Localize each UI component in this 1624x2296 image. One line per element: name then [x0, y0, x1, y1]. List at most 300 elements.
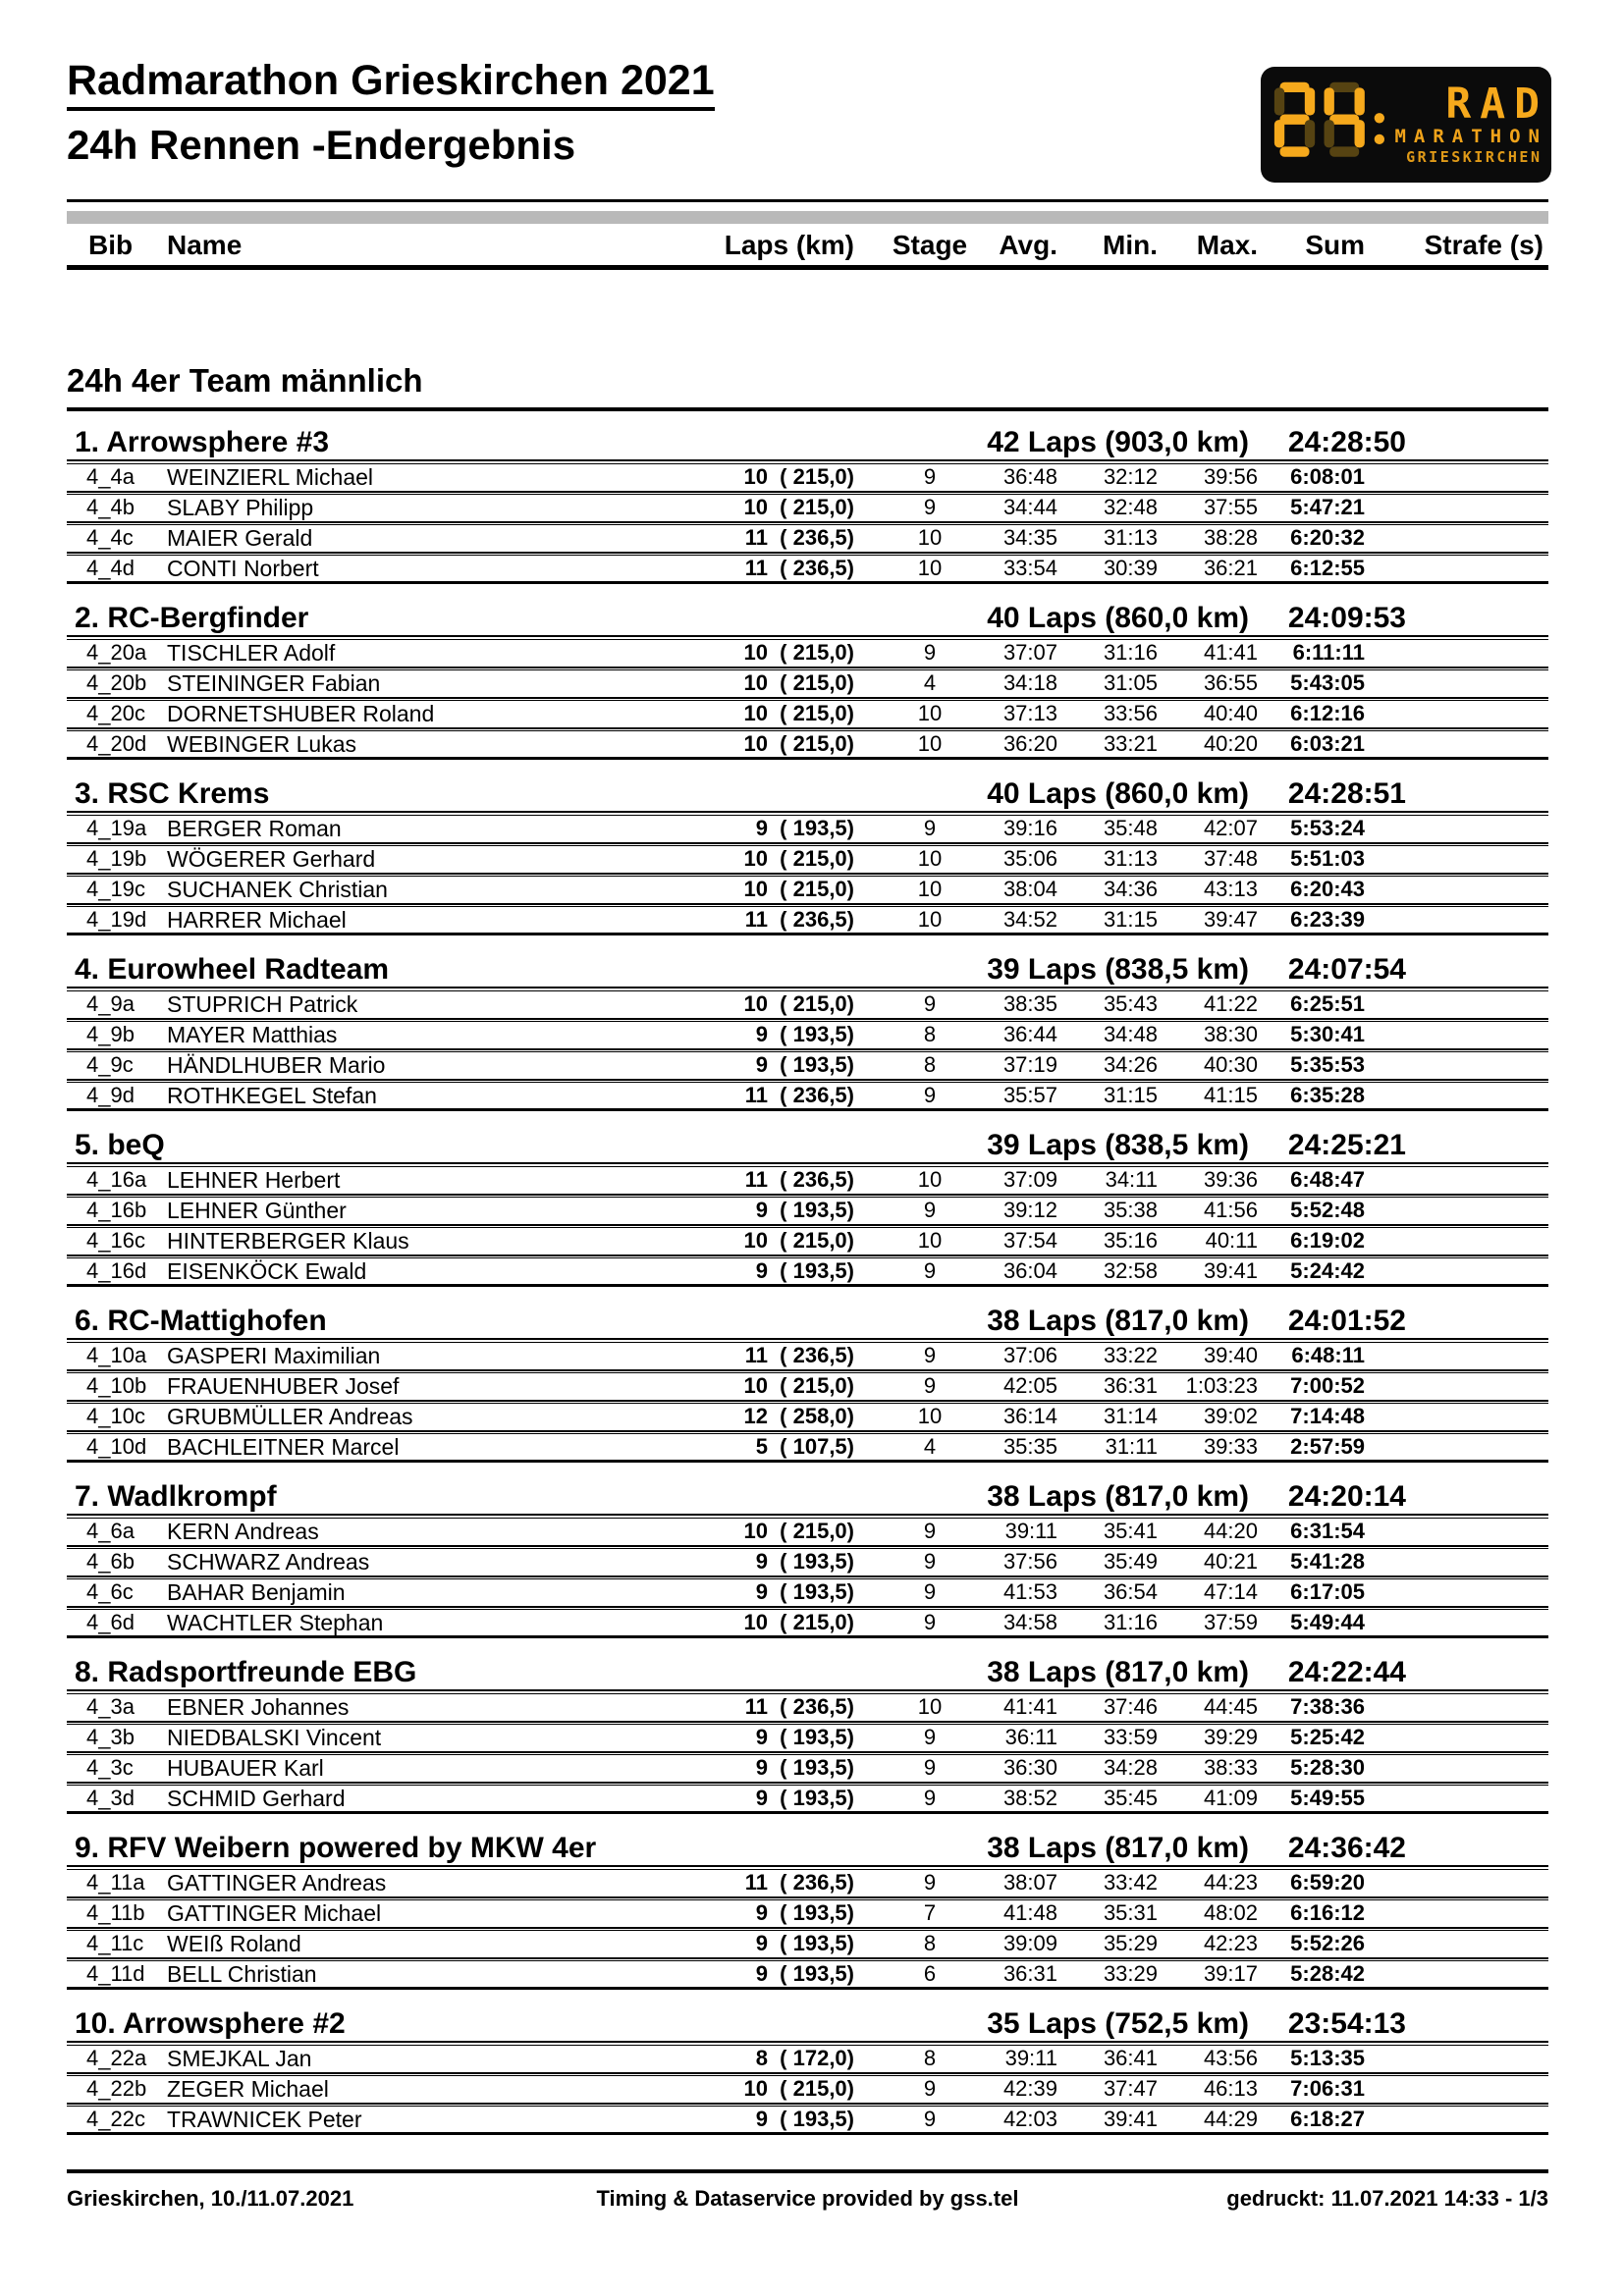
rider-min: 31:13: [1103, 846, 1158, 871]
team-total-laps: 35 Laps (752,5 km): [987, 2007, 1249, 2040]
team-block: [67, 779, 1548, 935]
page-subtitle: 24h Rennen -Endergebnis: [67, 122, 576, 168]
rider-bib: 4_10c: [86, 1404, 145, 1428]
rider-min: 31:11: [1105, 1434, 1158, 1459]
rider-strafe: [1365, 640, 1548, 667]
rider-sum: 5:13:35: [1290, 2046, 1365, 2070]
team-total-laps: 39 Laps (838,5 km): [987, 953, 1249, 986]
rider-max: 44:29: [1203, 2107, 1258, 2131]
rider-laps-km: 9 ( 193,5): [755, 1755, 854, 1780]
rider-sum: 6:19:02: [1290, 1228, 1365, 1253]
rider-strafe: [1365, 1228, 1548, 1255]
rider-stage: 10: [917, 556, 943, 580]
rider-name: EBNER Johannes: [167, 1694, 350, 1720]
rider-min: 35:38: [1103, 1198, 1158, 1222]
team-header-row: [67, 1307, 1548, 1340]
rider-min: 31:15: [1103, 907, 1158, 932]
rider-bib: 4_22a: [86, 2046, 147, 2070]
rider-avg: 34:44: [1002, 495, 1057, 519]
rider-name: GASPERI Maximilian: [167, 1343, 381, 1368]
rider-avg: 35:06: [1002, 846, 1057, 871]
rider-row: [67, 1021, 1548, 1050]
rider-max: 40:40: [1203, 701, 1258, 725]
rider-stage: 10: [917, 525, 943, 550]
team-block: [67, 1834, 1548, 1990]
rider-min: 35:45: [1103, 1786, 1158, 1810]
rider-max: 37:59: [1203, 1610, 1258, 1634]
rider-row: [67, 1869, 1548, 1898]
rider-rows: [67, 1518, 1548, 1638]
rider-name: WEIß Roland: [167, 1931, 301, 1956]
rider-strafe: [1365, 1694, 1548, 1721]
rider-max: 39:36: [1203, 1167, 1258, 1192]
rider-min: 36:54: [1103, 1579, 1158, 1604]
rider-name: FRAUENHUBER Josef: [167, 1373, 400, 1399]
team-header-row: [67, 955, 1548, 988]
rider-strafe: [1365, 1434, 1548, 1460]
rider-bib: 4_4c: [86, 525, 134, 550]
rider-laps-km: 12 ( 258,0): [743, 1404, 854, 1428]
rider-strafe: [1365, 1343, 1548, 1369]
rider-row: [67, 990, 1548, 1020]
rider-avg: 39:11: [1004, 1519, 1057, 1543]
rider-stage: 9: [923, 1258, 937, 1283]
rider-max: 39:40: [1203, 1343, 1258, 1367]
rider-avg: 41:41: [1002, 1694, 1057, 1719]
team-header-row: [67, 1658, 1548, 1691]
rider-row: [67, 555, 1548, 584]
rider-max: 43:56: [1203, 2046, 1258, 2070]
rider-strafe: [1365, 816, 1548, 842]
rider-min: 31:15: [1103, 1083, 1158, 1107]
rider-stage: 10: [917, 877, 943, 901]
rider-row: [67, 1166, 1548, 1196]
column-header-row: [67, 229, 1548, 270]
rider-laps-km: 10 ( 215,0): [743, 464, 854, 489]
rider-strafe: [1365, 701, 1548, 727]
rider-strafe: [1365, 464, 1548, 491]
rider-name: WEBINGER Lukas: [167, 731, 356, 757]
rider-bib: 4_20c: [86, 701, 145, 725]
rider-row: [67, 1518, 1548, 1547]
rider-laps-km: 10 ( 215,0): [743, 731, 854, 756]
rider-max: 41:09: [1203, 1786, 1258, 1810]
rider-laps-km: 9 ( 193,5): [755, 1052, 854, 1077]
rider-laps-km: 9 ( 193,5): [755, 2107, 854, 2131]
rider-laps-km: 10 ( 215,0): [743, 495, 854, 519]
team-rank-name: 2. RC-Bergfinder: [75, 602, 309, 634]
rider-rows: [67, 1869, 1548, 1990]
rider-stage: 10: [917, 701, 943, 725]
rider-laps-km: 10 ( 215,0): [743, 1228, 854, 1253]
rider-stage: 7: [923, 1900, 937, 1925]
rider-avg: 34:58: [1002, 1610, 1057, 1634]
rider-bib: 4_6a: [86, 1519, 135, 1543]
rider-laps-km: 10 ( 215,0): [743, 877, 854, 901]
rider-name: HÄNDLHUBER Mario: [167, 1052, 386, 1078]
rider-strafe: [1365, 1755, 1548, 1782]
rider-bib: 4_10d: [86, 1434, 147, 1459]
rider-min: 30:39: [1103, 556, 1158, 580]
team-total-laps: 38 Laps (817,0 km): [987, 1832, 1249, 1864]
rider-laps-km: 11 ( 236,5): [744, 1167, 854, 1192]
team-header-spacer: [1406, 1834, 1548, 1863]
rider-min: 34:28: [1103, 1755, 1158, 1780]
rider-sum: 5:25:42: [1290, 1725, 1365, 1749]
team-total-time: 24:09:53: [1287, 602, 1406, 634]
rider-avg: 39:12: [1002, 1198, 1057, 1222]
rider-min: 35:49: [1103, 1549, 1158, 1574]
rider-strafe: [1365, 1725, 1548, 1751]
rider-bib: 4_19a: [86, 816, 147, 840]
rider-row: [67, 1609, 1548, 1638]
rider-strafe: [1365, 1083, 1548, 1108]
team-header-row: [67, 428, 1548, 461]
rider-row: [67, 1227, 1548, 1256]
rider-stage: 8: [923, 1931, 937, 1955]
rider-sum: 6:35:28: [1290, 1083, 1365, 1107]
rider-strafe: [1365, 907, 1548, 933]
rider-laps-km: 9 ( 193,5): [755, 1961, 854, 1986]
rider-row: [67, 1433, 1548, 1463]
team-block: [67, 604, 1548, 760]
rider-max: 37:48: [1203, 846, 1258, 871]
rider-laps-km: 11 ( 236,5): [744, 556, 854, 580]
rider-max: 39:47: [1203, 907, 1258, 932]
rider-stage: 9: [923, 1725, 937, 1749]
rider-row: [67, 1257, 1548, 1287]
rider-stage: 4: [923, 1434, 937, 1459]
rider-laps-km: 9 ( 193,5): [755, 1198, 854, 1222]
rider-max: 42:07: [1203, 816, 1258, 840]
rider-laps-km: 10 ( 215,0): [743, 1519, 854, 1543]
gray-bar: [67, 211, 1548, 224]
rider-min: 35:16: [1103, 1228, 1158, 1253]
rider-laps-km: 11 ( 236,5): [744, 1870, 854, 1895]
team-total-laps: 38 Laps (817,0 km): [987, 1305, 1249, 1337]
rider-sum: 6:12:55: [1290, 556, 1365, 580]
rider-bib: 4_9b: [86, 1022, 135, 1046]
team-header-spacer: [1406, 1307, 1548, 1336]
footer: [67, 2186, 1548, 2212]
rider-sum: 6:31:54: [1290, 1519, 1365, 1543]
team-rank-name: 6. RC-Mattighofen: [75, 1305, 327, 1337]
rider-max: 46:13: [1203, 2076, 1258, 2101]
rider-min: 33:22: [1103, 1343, 1158, 1367]
rider-bib: 4_11a: [86, 1870, 145, 1895]
rider-row: [67, 2075, 1548, 2105]
rider-stage: 9: [923, 991, 937, 1016]
rider-name: TRAWNICEK Peter: [167, 2107, 362, 2132]
rider-row: [67, 524, 1548, 554]
rider-strafe: [1365, 1961, 1548, 1987]
rider-laps-km: 11 ( 236,5): [744, 1343, 854, 1367]
rider-name: DORNETSHUBER Roland: [167, 701, 435, 726]
rider-stage: 9: [923, 1786, 937, 1810]
team-block: [67, 2009, 1548, 2135]
rider-name: WEINZIERL Michael: [167, 464, 374, 490]
rider-row: [67, 1403, 1548, 1432]
rider-bib: 4_11b: [86, 1900, 145, 1925]
logo-city-text: GRIESKIRCHEN: [1406, 148, 1543, 166]
rider-row: [67, 1785, 1548, 1814]
rider-strafe: [1365, 556, 1548, 581]
rider-bib: 4_20b: [86, 670, 147, 695]
rider-sum: 5:47:21: [1290, 495, 1365, 519]
team-header-spacer: [1406, 1658, 1548, 1687]
rider-avg: 35:57: [1002, 1083, 1057, 1107]
rider-strafe: [1365, 731, 1548, 757]
rider-name: LEHNER Herbert: [167, 1167, 341, 1193]
col-bib: Bib: [88, 230, 134, 260]
rider-strafe: [1365, 495, 1548, 521]
rider-min: 33:59: [1103, 1725, 1158, 1749]
rider-max: 36:21: [1203, 556, 1258, 580]
team-total-time: 24:01:52: [1287, 1305, 1406, 1337]
rider-stage: 9: [923, 2076, 937, 2101]
rider-strafe: [1365, 991, 1548, 1018]
team-rank-name: 3. RSC Krems: [75, 777, 270, 810]
rider-sum: 5:53:24: [1290, 816, 1365, 840]
rider-min: 34:26: [1103, 1052, 1158, 1077]
rider-strafe: [1365, 1022, 1548, 1048]
rider-sum: 6:59:20: [1290, 1870, 1365, 1895]
logo-wordmark: [1392, 82, 1551, 167]
col-laps: Laps (km): [724, 230, 854, 260]
rider-laps-km: 10 ( 215,0): [743, 2076, 854, 2101]
rider-stage: 9: [923, 464, 937, 489]
rider-avg: 35:35: [1002, 1434, 1057, 1459]
section-title: 24h 4er Team männlich: [67, 362, 423, 399]
team-rank-name: 9. RFV Weibern powered by MKW 4er: [75, 1832, 597, 1864]
footer-rule: [67, 2169, 1548, 2173]
rider-min: 35:48: [1103, 816, 1158, 840]
rider-min: 37:46: [1103, 1694, 1158, 1719]
team-header-spacer: [1406, 604, 1548, 633]
rider-sum: 5:43:05: [1290, 670, 1365, 695]
team-total-time: 24:20:14: [1287, 1480, 1406, 1513]
rider-strafe: [1365, 1258, 1548, 1284]
rider-min: 39:41: [1103, 2107, 1158, 2131]
rider-max: 42:23: [1203, 1931, 1258, 1955]
team-total-time: 24:28:50: [1287, 426, 1406, 458]
rider-row: [67, 1724, 1548, 1753]
rider-bib: 4_4b: [86, 495, 135, 519]
rider-name: SMEJKAL Jan: [167, 2046, 312, 2071]
rider-avg: 34:52: [1002, 907, 1057, 932]
teams: [67, 428, 1548, 2135]
rider-row: [67, 730, 1548, 760]
rider-min: 32:58: [1103, 1258, 1158, 1283]
team-header-spacer: [1406, 779, 1548, 809]
rider-min: 32:12: [1103, 464, 1158, 489]
team-header-spacer: [1406, 2009, 1548, 2039]
rider-max: 39:41: [1203, 1258, 1258, 1283]
rider-min: 36:31: [1103, 1373, 1158, 1398]
team-block: [67, 1482, 1548, 1638]
rider-avg: 41:48: [1002, 1900, 1057, 1925]
team-total-time: 23:54:13: [1287, 2007, 1406, 2040]
rider-bib: 4_16d: [86, 1258, 147, 1283]
rider-avg: 42:39: [1002, 2076, 1057, 2101]
rider-avg: 41:53: [1002, 1579, 1057, 1604]
rider-bib: 4_10a: [86, 1343, 147, 1367]
rider-min: 35:29: [1103, 1931, 1158, 1955]
rider-max: 41:41: [1203, 640, 1258, 665]
col-name: Name: [167, 230, 243, 260]
rider-name: GATTINGER Michael: [167, 1900, 382, 1926]
rider-name: HINTERBERGER Klaus: [167, 1228, 409, 1254]
rider-avg: 36:30: [1002, 1755, 1057, 1780]
rider-bib: 4_16b: [86, 1198, 147, 1222]
rider-max: 38:33: [1203, 1755, 1258, 1780]
team-total-time: 24:22:44: [1287, 1656, 1406, 1688]
rider-stage: 8: [923, 1022, 937, 1046]
rider-stage: 9: [923, 1373, 937, 1398]
rider-stage: 9: [923, 640, 937, 665]
rider-name: ROTHKEGEL Stefan: [167, 1083, 377, 1108]
rider-laps-km: 11 ( 236,5): [744, 1083, 854, 1107]
rider-max: 39:56: [1203, 464, 1258, 489]
rider-max: 39:33: [1203, 1434, 1258, 1459]
rider-stage: 9: [923, 1198, 937, 1222]
rider-rows: [67, 990, 1548, 1111]
rider-max: 41:56: [1203, 1198, 1258, 1222]
rider-name: GATTINGER Andreas: [167, 1870, 387, 1896]
rider-avg: 38:35: [1002, 991, 1057, 1016]
rider-max: 41:15: [1203, 1083, 1258, 1107]
rider-sum: 5:41:28: [1290, 1549, 1365, 1574]
rider-max: 38:28: [1203, 525, 1258, 550]
team-header-row: [67, 1834, 1548, 1867]
team-block: [67, 1658, 1548, 1814]
rider-laps-km: 9 ( 193,5): [755, 1786, 854, 1810]
rider-strafe: [1365, 877, 1548, 903]
rider-name: LEHNER Günther: [167, 1198, 347, 1223]
team-block: [67, 955, 1548, 1111]
rider-strafe: [1365, 1198, 1548, 1224]
col-stage: Stage: [892, 230, 968, 260]
rider-bib: 4_6c: [86, 1579, 134, 1604]
rider-max: 37:55: [1203, 495, 1258, 519]
rider-laps-km: 10 ( 215,0): [743, 640, 854, 665]
rider-rows: [67, 639, 1548, 760]
rider-avg: 36:20: [1002, 731, 1057, 756]
rider-stage: 8: [923, 2046, 937, 2070]
team-header-row: [67, 2009, 1548, 2043]
footer-timing-credit: Timing & Dataservice provided by gss.tel: [596, 2186, 1019, 2211]
seven-segment-24-icon: [1272, 76, 1392, 175]
rider-bib: 4_4d: [86, 556, 135, 580]
rider-avg: 37:09: [1002, 1167, 1057, 1192]
rider-rows: [67, 815, 1548, 935]
rider-max: 44:45: [1203, 1694, 1258, 1719]
rider-rows: [67, 1342, 1548, 1463]
team-rank-name: 4. Eurowheel Radteam: [75, 953, 390, 986]
rider-bib: 4_19c: [86, 877, 145, 901]
rider-name: BAHAR Benjamin: [167, 1579, 346, 1605]
rider-stage: 9: [923, 1755, 937, 1780]
rider-min: 34:36: [1103, 877, 1158, 901]
rider-strafe: [1365, 1931, 1548, 1957]
rider-avg: 42:05: [1002, 1373, 1057, 1398]
rider-row: [67, 1051, 1548, 1081]
rider-sum: 6:23:39: [1290, 907, 1365, 932]
rider-sum: 5:28:30: [1290, 1755, 1365, 1780]
rider-name: NIEDBALSKI Vincent: [167, 1725, 382, 1750]
team-rank-name: 7. Wadlkrompf: [75, 1480, 277, 1513]
rider-name: BERGER Roman: [167, 816, 342, 841]
footer-location-date: Grieskirchen, 10./11.07.2021: [67, 2186, 354, 2211]
rider-max: 48:02: [1203, 1900, 1258, 1925]
rider-strafe: [1365, 1373, 1548, 1400]
team-header-row: [67, 604, 1548, 637]
rider-name: GRUBMÜLLER Andreas: [167, 1404, 413, 1429]
rider-name: STUPRICH Patrick: [167, 991, 358, 1017]
rider-sum: 6:20:32: [1290, 525, 1365, 550]
rider-stage: 6: [923, 1961, 937, 1986]
rider-min: 31:16: [1103, 640, 1158, 665]
rider-avg: 42:03: [1002, 2107, 1057, 2131]
rider-row: [67, 1082, 1548, 1111]
rider-max: 40:11: [1205, 1228, 1258, 1253]
rider-max: 40:30: [1203, 1052, 1258, 1077]
rider-strafe: [1365, 1167, 1548, 1194]
team-total-laps: 38 Laps (817,0 km): [987, 1480, 1249, 1513]
rider-max: 44:20: [1203, 1519, 1258, 1543]
rider-min: 34:48: [1103, 1022, 1158, 1046]
rider-row: [67, 815, 1548, 844]
team-header-spacer: [1406, 1131, 1548, 1160]
logo-marathon-text: MARATHON: [1394, 126, 1547, 147]
rider-bib: 4_3a: [86, 1694, 135, 1719]
rider-sum: 7:00:52: [1290, 1373, 1365, 1398]
rider-min: 37:47: [1103, 2076, 1158, 2101]
rider-sum: 6:48:47: [1290, 1167, 1365, 1192]
rider-bib: 4_4a: [86, 464, 135, 489]
rider-sum: 6:20:43: [1290, 877, 1365, 901]
rider-name: TISCHLER Adolf: [167, 640, 336, 666]
rider-bib: 4_9a: [86, 991, 135, 1016]
rider-sum: 6:18:27: [1290, 2107, 1365, 2131]
rider-stage: 9: [923, 1610, 937, 1634]
rider-strafe: [1365, 1404, 1548, 1430]
rider-max: 40:21: [1203, 1549, 1258, 1574]
team-total-time: 24:28:51: [1287, 777, 1406, 810]
rider-avg: 37:13: [1002, 701, 1057, 725]
rider-sum: 6:11:11: [1292, 640, 1365, 665]
rider-max: 47:14: [1203, 1579, 1258, 1604]
rider-name: MAYER Matthias: [167, 1022, 338, 1047]
rider-row: [67, 463, 1548, 493]
rider-laps-km: 8 ( 172,0): [755, 2046, 854, 2070]
rider-row: [67, 1342, 1548, 1371]
rider-avg: 36:48: [1002, 464, 1057, 489]
rider-sum: 5:35:53: [1290, 1052, 1365, 1077]
logo-brand-text: RAD: [1445, 80, 1548, 129]
rider-laps-km: 10 ( 215,0): [743, 991, 854, 1016]
rider-row: [67, 1197, 1548, 1226]
rider-avg: 37:19: [1002, 1052, 1057, 1077]
rider-laps-km: 10 ( 215,0): [743, 846, 854, 871]
rider-row: [67, 494, 1548, 523]
rider-laps-km: 10 ( 215,0): [743, 701, 854, 725]
team-rank-name: 8. Radsportfreunde EBG: [75, 1656, 417, 1688]
rider-laps-km: 9 ( 193,5): [755, 1725, 854, 1749]
rider-avg: 39:16: [1002, 816, 1057, 840]
rider-stage: 9: [923, 1519, 937, 1543]
event-logo: [1261, 67, 1551, 183]
